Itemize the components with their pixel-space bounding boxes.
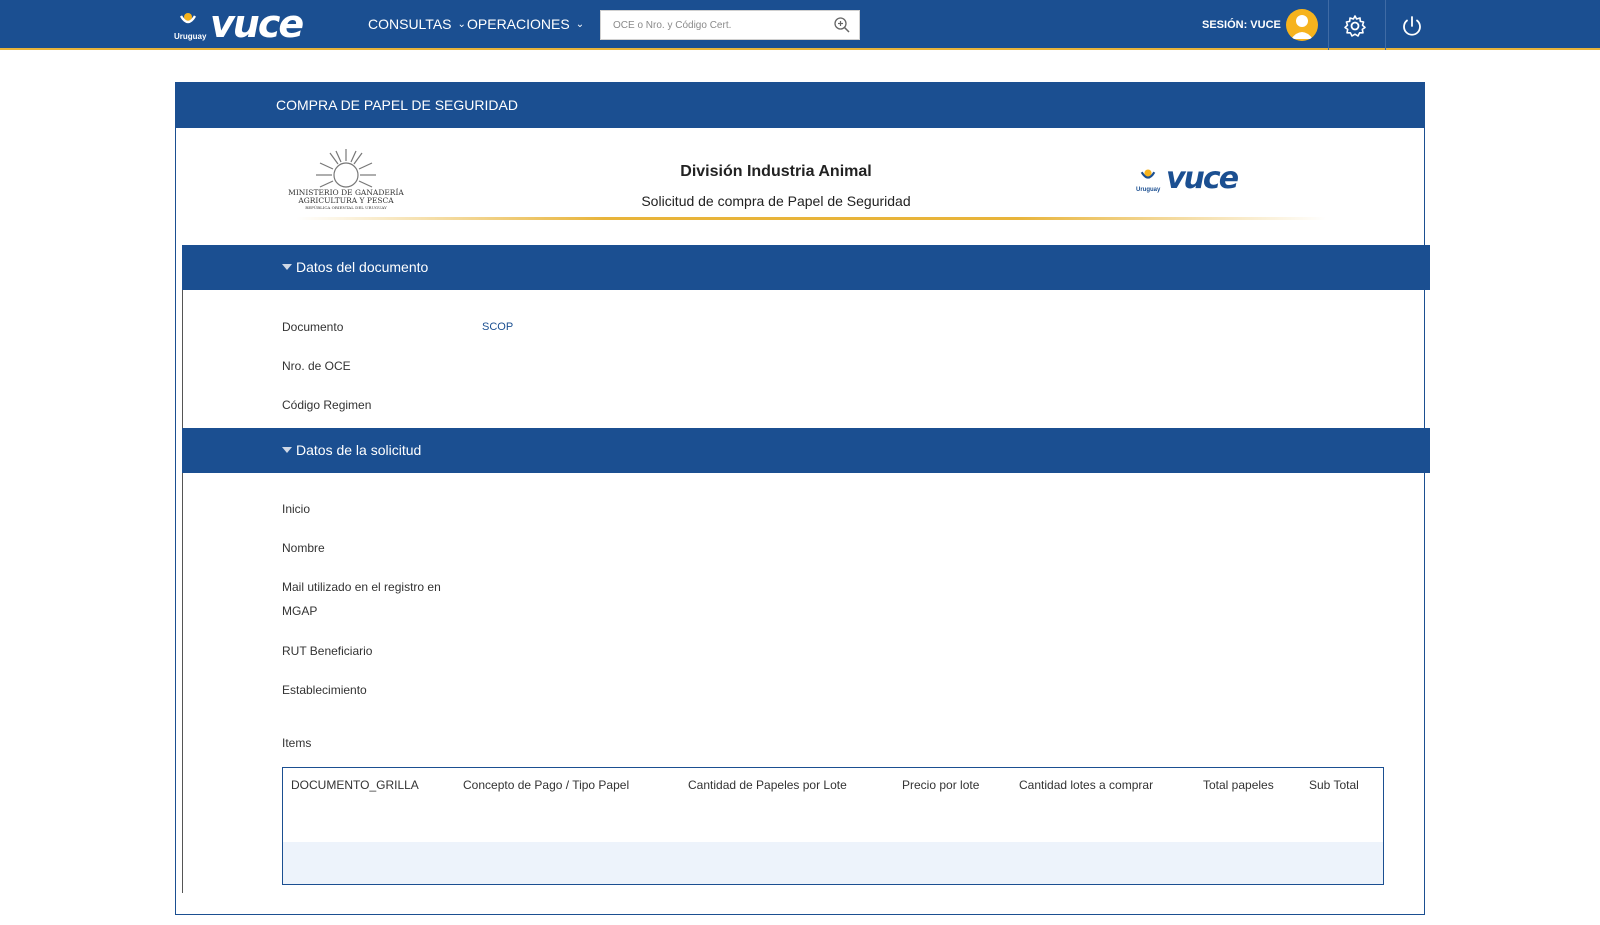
- field-label-nombre: Nombre: [282, 541, 325, 555]
- field-value-documento: SCOP: [482, 321, 514, 333]
- items-grid: [282, 767, 1384, 885]
- field-label-inicio: Inicio: [282, 502, 311, 516]
- grid-header: [283, 768, 1383, 802]
- ministry-line1: MINISTERIO DE GANADERÍA: [288, 188, 404, 197]
- logo-country: Uruguay: [174, 32, 207, 41]
- chevron-down-icon: ⌄: [457, 18, 466, 30]
- section-title: Datos del documento: [296, 259, 429, 275]
- grid-column-header[interactable]: Precio por lote: [902, 778, 980, 792]
- grid-column-header[interactable]: Cantidad de Papeles por Lote: [688, 778, 847, 792]
- document-subtitle: Solicitud de compra de Papel de Seguridad: [641, 193, 911, 209]
- power-icon[interactable]: [1400, 14, 1424, 38]
- field-label-items: Items: [282, 736, 312, 750]
- grid-column-header[interactable]: Sub Total: [1309, 778, 1359, 792]
- section-datos-documento[interactable]: [182, 245, 1430, 290]
- grid-column-header[interactable]: Concepto de Pago / Tipo Papel: [463, 778, 630, 792]
- section-border: [182, 290, 183, 428]
- sun-logo-icon: [178, 8, 198, 28]
- mgap-logo: [286, 147, 406, 213]
- field-label-mail: Mail utilizado en el registro en MGAP: [282, 580, 441, 618]
- sun-logo-icon: [1139, 165, 1157, 183]
- ministry-line2: AGRICULTURA Y PESCA: [298, 196, 394, 205]
- vuce-logo-small: [1136, 163, 1256, 197]
- nav-consultas[interactable]: [368, 16, 466, 32]
- section-datos-solicitud[interactable]: [182, 428, 1430, 473]
- chevron-down-icon: ⌄: [575, 18, 585, 30]
- grid-empty-row: [283, 842, 1383, 884]
- field-label-rut: RUT Beneficiario: [282, 644, 373, 658]
- grid-column-header[interactable]: Cantidad lotes a comprar: [1019, 778, 1154, 792]
- logo-brand: vuce: [210, 2, 303, 46]
- navbar-divider: [1328, 0, 1329, 50]
- user-icon: [1286, 9, 1318, 41]
- nav-operaciones-label: OPERACIONES: [467, 16, 570, 32]
- field-label-nro-oce: Nro. de OCE: [282, 359, 351, 373]
- grid-column-header[interactable]: Total papeles: [1203, 778, 1274, 792]
- header-divider: [296, 217, 1326, 220]
- document-title: División Industria Animal: [680, 163, 872, 180]
- vuce-small-country: Uruguay: [1136, 187, 1161, 193]
- search-input[interactable]: [601, 11, 826, 39]
- ministry-line3: REPÚBLICA ORIENTAL DEL URUGUAY: [305, 205, 387, 210]
- vuce-logo[interactable]: [174, 2, 314, 46]
- nav-operaciones[interactable]: [467, 16, 584, 32]
- field-label-documento: Documento: [282, 320, 344, 334]
- page-title: COMPRA DE PAPEL DE SEGURIDAD: [176, 83, 1424, 128]
- caret-down-icon: [282, 447, 292, 453]
- session-label: SESIÓN: VUCE: [1202, 19, 1281, 31]
- section-border: [182, 473, 183, 893]
- navbar-divider: [1385, 0, 1386, 50]
- search-box: [600, 10, 860, 40]
- vuce-small-brand: vuce: [1166, 161, 1238, 196]
- nav-consultas-label: CONSULTAS: [368, 16, 452, 32]
- mgap-logo-text: [286, 189, 406, 210]
- section-title: Datos de la solicitud: [296, 442, 422, 458]
- avatar[interactable]: [1286, 9, 1318, 41]
- sun-emblem-icon: [286, 147, 406, 191]
- caret-down-icon: [282, 264, 292, 270]
- gear-icon[interactable]: [1343, 14, 1367, 38]
- form-card: [175, 82, 1425, 915]
- grid-column-header[interactable]: DOCUMENTO_GRILLA: [291, 778, 419, 792]
- top-navbar: [0, 0, 1600, 50]
- field-label-establecimiento: Establecimiento: [282, 683, 367, 697]
- field-label-codigo-regimen: Código Regimen: [282, 398, 372, 412]
- zoom-search-icon[interactable]: [833, 16, 851, 34]
- document-header: [286, 143, 1326, 233]
